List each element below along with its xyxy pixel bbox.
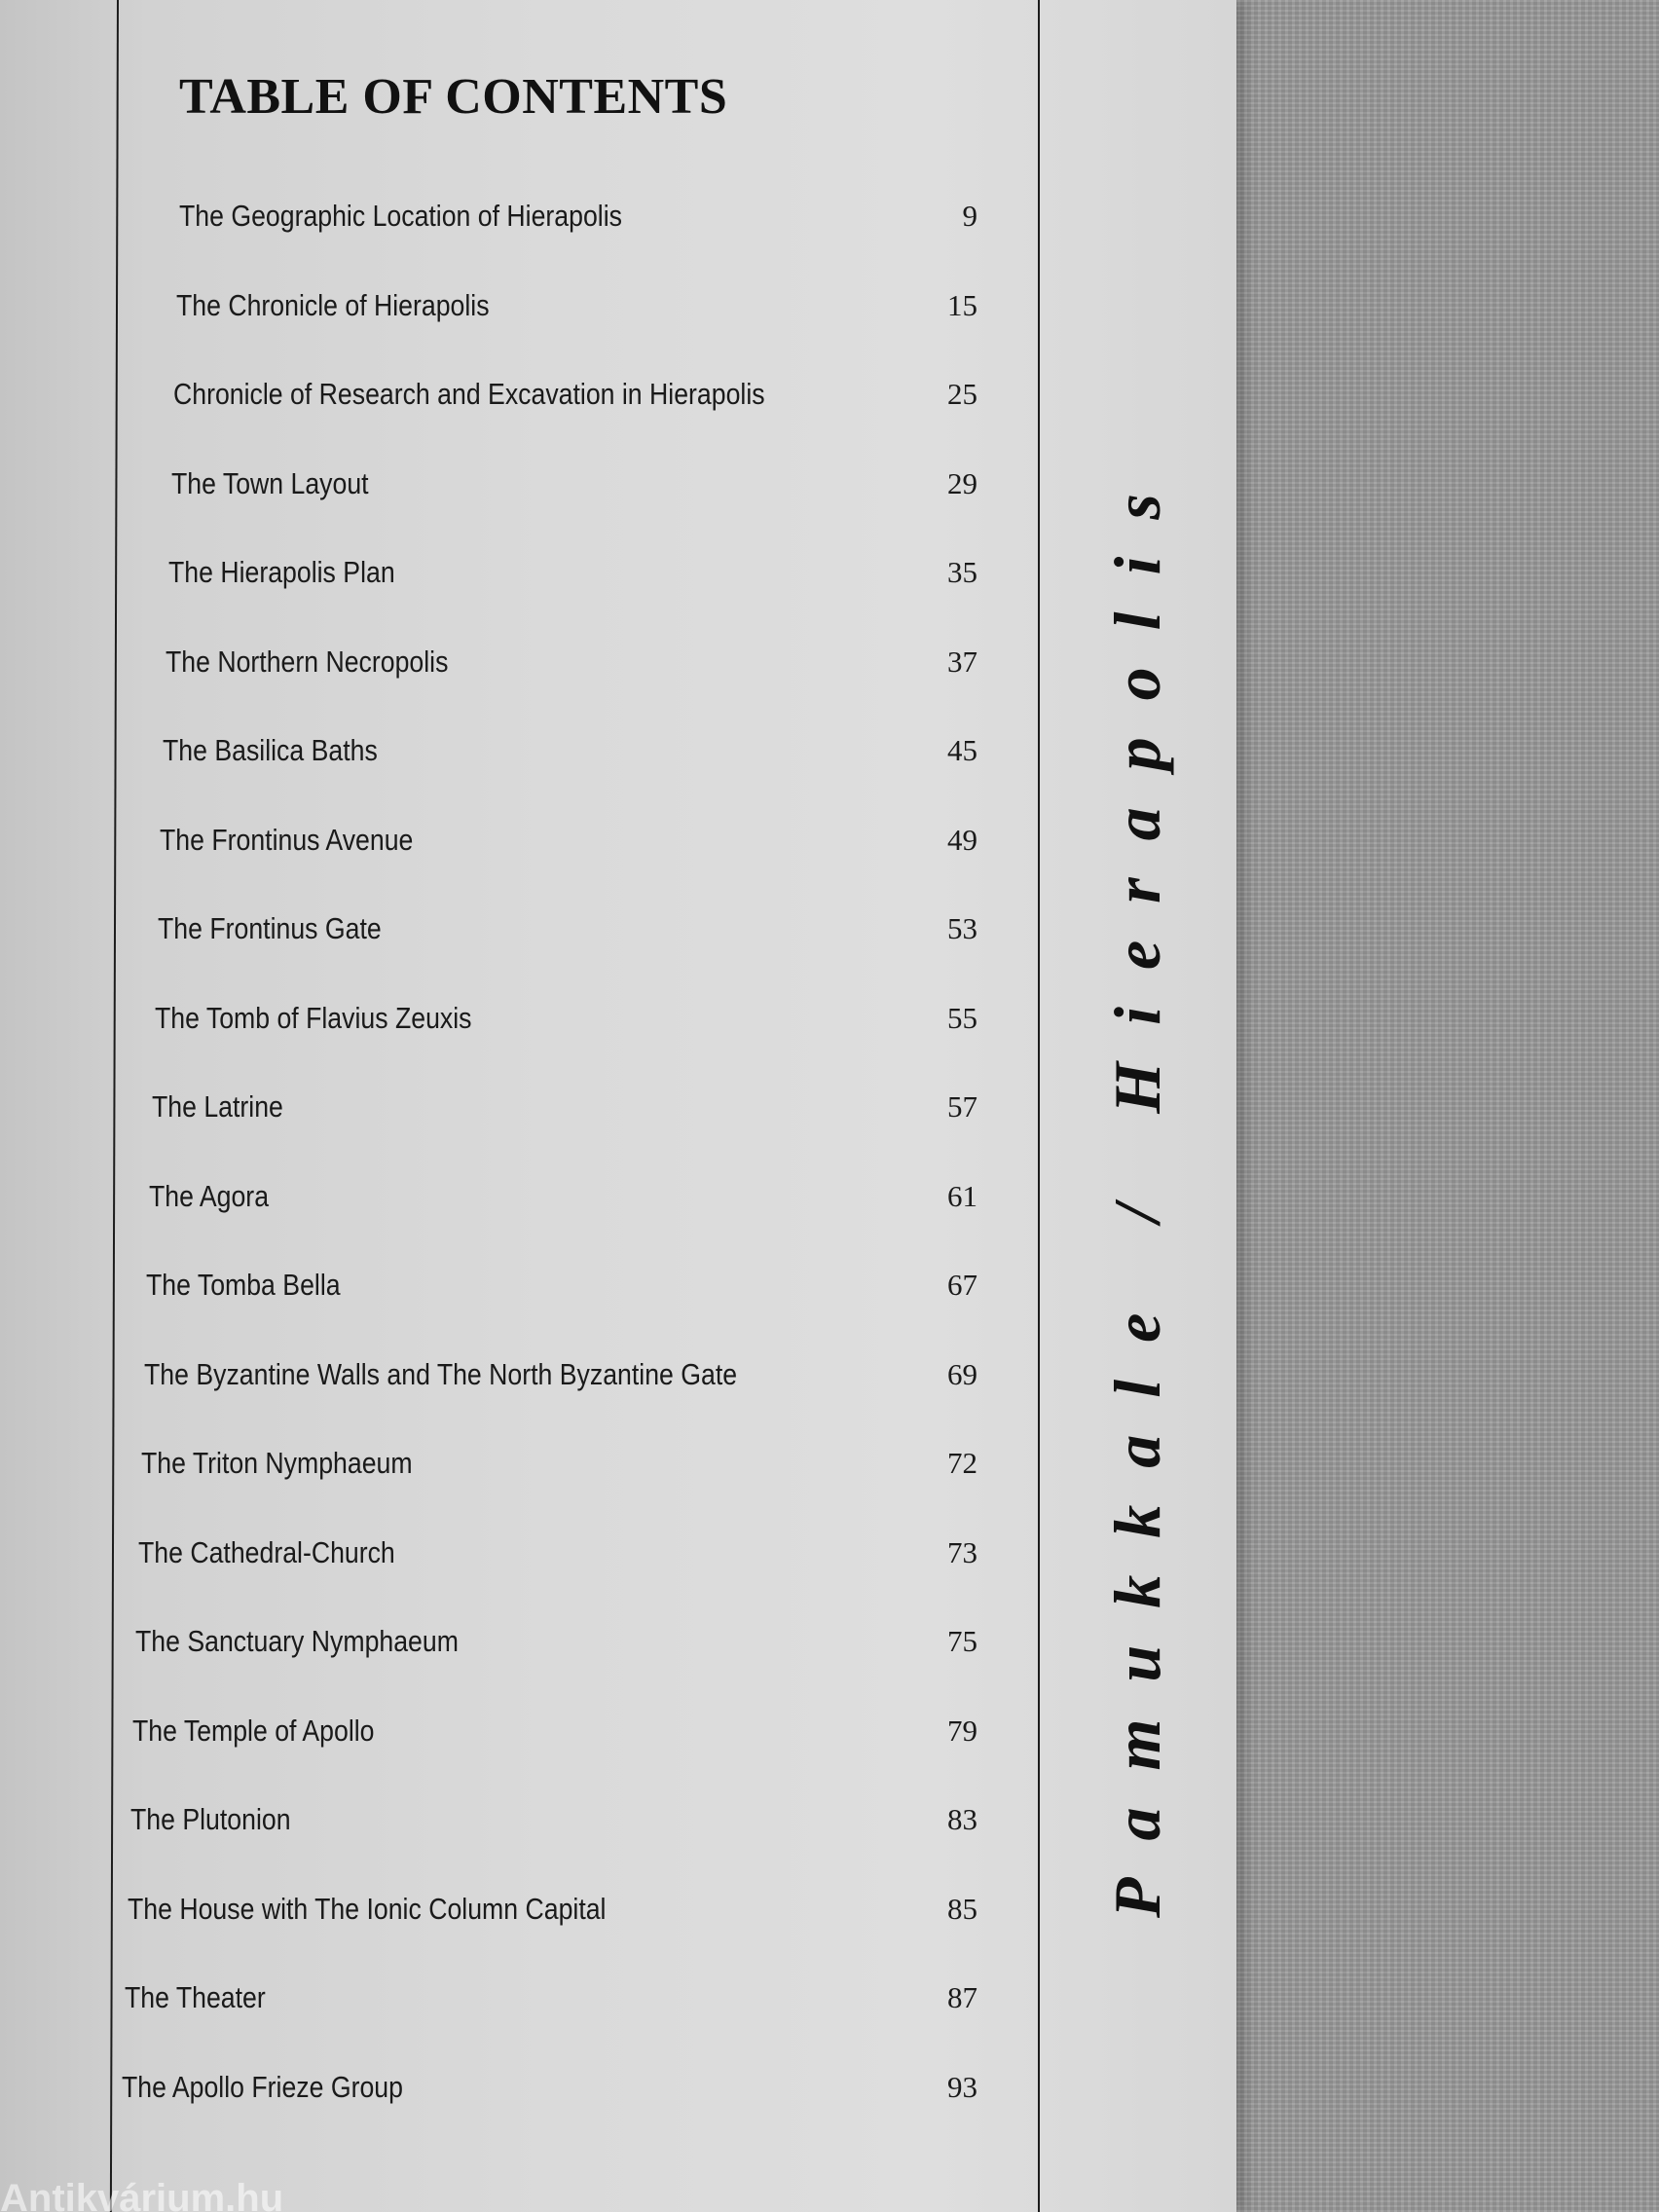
toc-entry bbox=[0, 1355, 1038, 1414]
toc-entry bbox=[0, 286, 1038, 345]
toc-entry bbox=[0, 1890, 1038, 1948]
toc-entry-title: The Northern Necropolis bbox=[166, 644, 449, 679]
spine-title-text: Pamukkale / Hierapolis bbox=[1100, 457, 1174, 1918]
toc-entry bbox=[0, 1978, 1038, 2037]
toc-entry-page-number: 72 bbox=[947, 1446, 977, 1480]
toc-entry-page-number: 9 bbox=[962, 199, 977, 233]
toc-entry-page-number: 53 bbox=[947, 911, 977, 945]
toc-entry-page-number: 29 bbox=[947, 465, 977, 500]
toc-entry bbox=[0, 999, 1038, 1057]
toc-entry-title: The Sanctuary Nymphaeum bbox=[135, 1624, 460, 1658]
toc-entry bbox=[0, 1800, 1038, 1859]
toc-entry bbox=[0, 375, 1038, 433]
toc-entry-page-number: 37 bbox=[947, 644, 977, 679]
toc-entry bbox=[0, 1712, 1038, 1770]
toc-entry-title: The Town Layout bbox=[170, 465, 369, 500]
toc-entry bbox=[0, 1444, 1038, 1502]
toc-entry bbox=[0, 1266, 1038, 1324]
toc-entry-page-number: 35 bbox=[947, 555, 977, 589]
toc-entry-page-number: 57 bbox=[947, 1089, 977, 1124]
toc-entry-page-number: 15 bbox=[947, 287, 977, 322]
toc-entry-title: The Theater bbox=[125, 1980, 266, 2014]
toc-entry-title: The Triton Nymphaeum bbox=[140, 1446, 413, 1480]
toc-entry-title: The Tomb of Flavius Zeuxis bbox=[154, 1000, 472, 1035]
toc-entry bbox=[0, 553, 1038, 611]
toc-entry-title: The Temple of Apollo bbox=[132, 1713, 375, 1748]
toc-entry-page-number: 25 bbox=[947, 377, 977, 411]
toc-entry-title: The Basilica Baths bbox=[163, 733, 378, 767]
toc-entry-title: The House with The Ionic Column Capital bbox=[127, 1891, 607, 1926]
toc-entry-title: Chronicle of Research and Excavation in Hierapolis bbox=[173, 377, 765, 411]
toc-entry-page-number: 83 bbox=[947, 1802, 977, 1836]
toc-entry-page-number: 61 bbox=[947, 1178, 977, 1213]
toc-entry-title: The Chronicle of Hierapolis bbox=[176, 287, 490, 322]
toc-entry-title: The Hierapolis Plan bbox=[167, 555, 395, 589]
toc-entry-title: The Cathedral-Church bbox=[138, 1534, 395, 1569]
toc-entry bbox=[0, 1622, 1038, 1680]
toc-entry-title: The Byzantine Walls and The North Byzantine Gate bbox=[143, 1356, 737, 1391]
toc-entry-page-number: 67 bbox=[947, 1268, 977, 1302]
page-title: TABLE OF CONTENTS bbox=[179, 69, 728, 125]
background-surface bbox=[1217, 0, 1659, 2212]
toc-entry-page-number: 55 bbox=[947, 1000, 977, 1035]
toc-entry bbox=[0, 1177, 1038, 1235]
toc-entry-page-number: 73 bbox=[947, 1534, 977, 1569]
toc-entry-title: The Geographic Location of Hierapolis bbox=[179, 199, 622, 233]
toc-entry bbox=[0, 643, 1038, 701]
toc-entry-title: The Latrine bbox=[152, 1089, 283, 1124]
toc-entry bbox=[0, 1088, 1038, 1146]
toc-entry-page-number: 79 bbox=[947, 1713, 977, 1748]
toc-entry-title: The Frontinus Avenue bbox=[160, 822, 414, 857]
toc-entry-page-number: 45 bbox=[947, 733, 977, 767]
toc-entry-title: The Agora bbox=[149, 1178, 270, 1213]
toc-entry bbox=[0, 464, 1038, 523]
watermark: Antikvárium.hu bbox=[0, 2177, 284, 2212]
toc-entry-page-number: 69 bbox=[947, 1356, 977, 1391]
toc-entry-title: The Apollo Frieze Group bbox=[122, 2069, 404, 2104]
toc-entry-page-number: 49 bbox=[947, 822, 977, 857]
toc-entry-page-number: 93 bbox=[947, 2069, 977, 2104]
toc-entry-page-number: 87 bbox=[947, 1980, 977, 2014]
right-margin-rule bbox=[1038, 0, 1040, 2212]
toc-entry bbox=[0, 197, 1038, 255]
toc-entry-page-number: 75 bbox=[947, 1624, 977, 1658]
toc-entry-title: The Tomba Bella bbox=[146, 1268, 341, 1302]
toc-entry bbox=[0, 1533, 1038, 1592]
toc-entry bbox=[0, 821, 1038, 879]
toc-entry-title: The Plutonion bbox=[129, 1802, 291, 1836]
toc-entry-title: The Frontinus Gate bbox=[157, 911, 382, 945]
toc-entry-page-number: 85 bbox=[947, 1891, 977, 1926]
toc-entry bbox=[0, 731, 1038, 790]
toc-entry bbox=[0, 909, 1038, 968]
toc-entry bbox=[0, 2068, 1038, 2126]
